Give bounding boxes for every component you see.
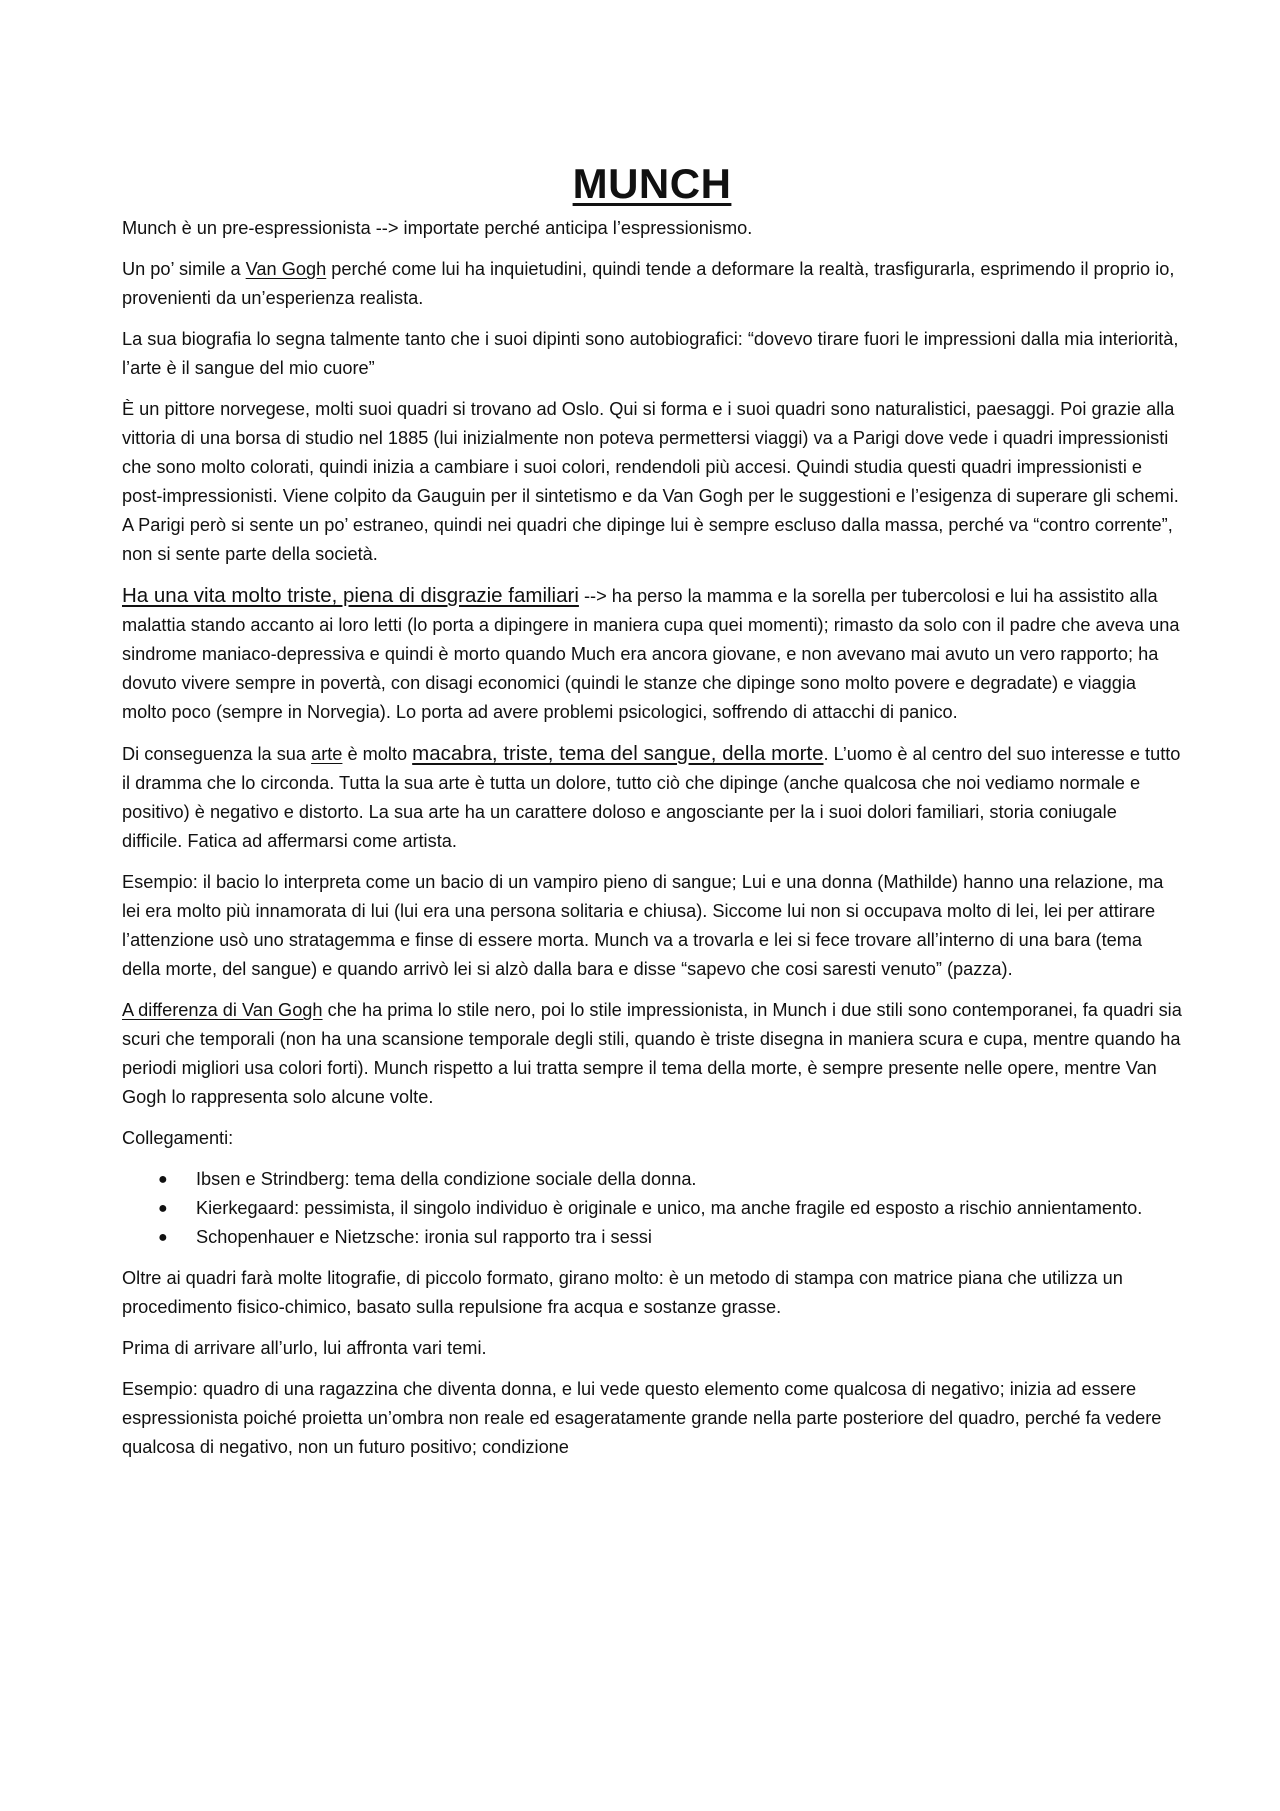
paragraph-difference-van-gogh: A differenza di Van Gogh che ha prima lo stile nero, poi lo stile impressionista, in Munch i due stili sono contemporanei, fa quadri sia scuri che temporali (non ha una scansione temporale degli stili, quando è triste disegna in maniera scura e cupa, mentre quando ha periodi migliori usa colori forti). Munch rispetto a lui tratta sempre il tema della morte, è sempre presente nelle opere, mentre Van Gogh lo rappresenta solo alcune volte. bbox=[122, 1000, 1182, 1107]
list-item: ● Schopenhauer e Nietzsche: ironia sul rapporto tra i sessi bbox=[196, 1223, 1182, 1252]
macabre-highlight: macabra, triste, tema del sangue, della morte bbox=[412, 742, 824, 765]
paragraph-before-scream: Prima di arrivare all’urlo, lui affronta vari temi. bbox=[122, 1338, 487, 1358]
paragraph-intro bbox=[122, 214, 1182, 243]
paragraph-links-heading: Collegamenti: bbox=[122, 1128, 234, 1148]
arte-underlined: arte bbox=[311, 744, 343, 764]
bullet-icon: ● bbox=[158, 1229, 168, 1246]
sad-life-highlight: Ha una vita molto triste, piena di disgrazie familiari bbox=[122, 584, 579, 607]
page-title: MUNCH bbox=[572, 160, 732, 207]
paragraph-lithographs: Oltre ai quadri farà molte litografie, di piccolo formato, girano molto: è un metodo di stampa con matrice piana che utilizza un procedimento fisico-chimico, basato sulla repulsione fra acqua e sostanze grasse. bbox=[122, 1268, 1123, 1317]
links-list bbox=[122, 1165, 1182, 1252]
paragraph-girl-example: Esempio: quadro di una ragazzina che diventa donna, e lui vede questo elemento come qualcosa di negativo; inizia ad essere espressionista poiché proietta un’ombra non reale ed esageratamente grande nella parte posteriore del quadro, perché fa vedere qualcosa di negativo, non un futuro positivo; condizione bbox=[122, 1379, 1162, 1457]
bullet-icon: ● bbox=[158, 1200, 168, 1217]
paragraph-sad-life: Ha una vita molto triste, piena di disgrazie familiari --> ha perso la mamma e la sorella per tubercolosi e lui ha assistito alla malattia stando accanto ai loro letti (lo porta a dipingere in maniera cupa quei momenti); rimasto da solo con il padre che aveva una sindrome maniaco-depressiva e quindi è morto quando Much era ancora giovane, e non avevano mai avuto un vero rapporto; ha dovuto vivere sempre in povertà, con disagi economici (quindi le stanze che dipinge sono molto povere e degradate) e viaggia molto poco (sempre in Norvegia). Lo porta ad avere problemi psicologici, soffrendo di attacchi di panico. bbox=[122, 584, 1180, 722]
van-gogh-underlined: Van Gogh bbox=[245, 259, 327, 279]
paragraph-intro-text: Munch è un pre-espressionista --> importate perché anticipa l’espressionismo. bbox=[122, 218, 753, 238]
difference-highlight: A differenza di Van Gogh bbox=[122, 1000, 323, 1020]
paragraph-van-gogh-similarity: Un po’ simile a Van Gogh perché come lui ha inquietudini, quindi tende a deformare la realtà, trasfigurarla, esprimendo il proprio io, provenienti da un’esperienza realista. bbox=[122, 259, 1175, 308]
list-item: ● Ibsen e Strindberg: tema della condizione sociale della donna. bbox=[196, 1165, 1182, 1194]
document-page bbox=[122, 160, 1182, 1474]
list-item: ● Kierkegaard: pessimista, il singolo individuo è originale e unico, ma anche fragile ed esposto a rischio annientamento. bbox=[196, 1194, 1182, 1223]
paragraph-norwegian-painter: È un pittore norvegese, molti suoi quadri si trovano ad Oslo. Qui si forma e i suoi quadri sono naturalistici, paesaggi. Poi grazie alla vittoria di una borsa di studio nel 1885 (lui inizialmente non poteva permettersi viaggi) va a Parigi dove vede i quadri impressionisti che sono molto colorati, quindi inizia a cambiare i suoi colori, rendendoli più accesi. Quindi studia questi quadri impressionisti e post-impressionisti. Viene colpito da Gauguin per il sintetismo e da Van Gogh per le suggestioni e l’esigenza di superare gli schemi. A Parigi però si sente un po’ estraneo, quindi nei quadri che dipinge lui è sempre escluso dalla massa, perché va “contro corrente”, non si sente parte della società. bbox=[122, 399, 1179, 564]
paragraph-kiss-example: Esempio: il bacio lo interpreta come un bacio di un vampiro pieno di sangue; Lui e una donna (Mathilde) hanno una relazione, ma lei era molto più innamorata di lui (lui era una persona solitaria e chiusa). Siccome lui non si occupava molto di lei, lei per attirare l’attenzione usò uno stratagemma e finse di essere morta. Munch va a trovarla e lei si fece trovare all’interno di una bara (tema della morte, del sangue) e quando arrivò lei si alzò dalla bara e disse “sapevo che cosi saresti venuto” (pazza). bbox=[122, 872, 1164, 979]
paragraph-macabre-art: Di conseguenza la sua arte è molto macabra, triste, tema del sangue, della morte. L’uomo è al centro del suo interesse e tutto il dramma che lo circonda. Tutta la sua arte è tutta un dolore, tutto ciò che dipinge (anche qualcosa che noi vediamo normale e positivo) è negativo e distorto. La sua arte ha un carattere doloso e angosciante per la i suoi dolori familiari, storia coniugale difficile. Fatica ad affermarsi come artista. bbox=[122, 742, 1181, 851]
bullet-icon: ● bbox=[158, 1171, 168, 1188]
paragraph-biography: La sua biografia lo segna talmente tanto che i suoi dipinti sono autobiografici: “dovevo tirare fuori le impressioni dalla mia interiorità, l’arte è il sangue del mio cuore” bbox=[122, 329, 1179, 378]
